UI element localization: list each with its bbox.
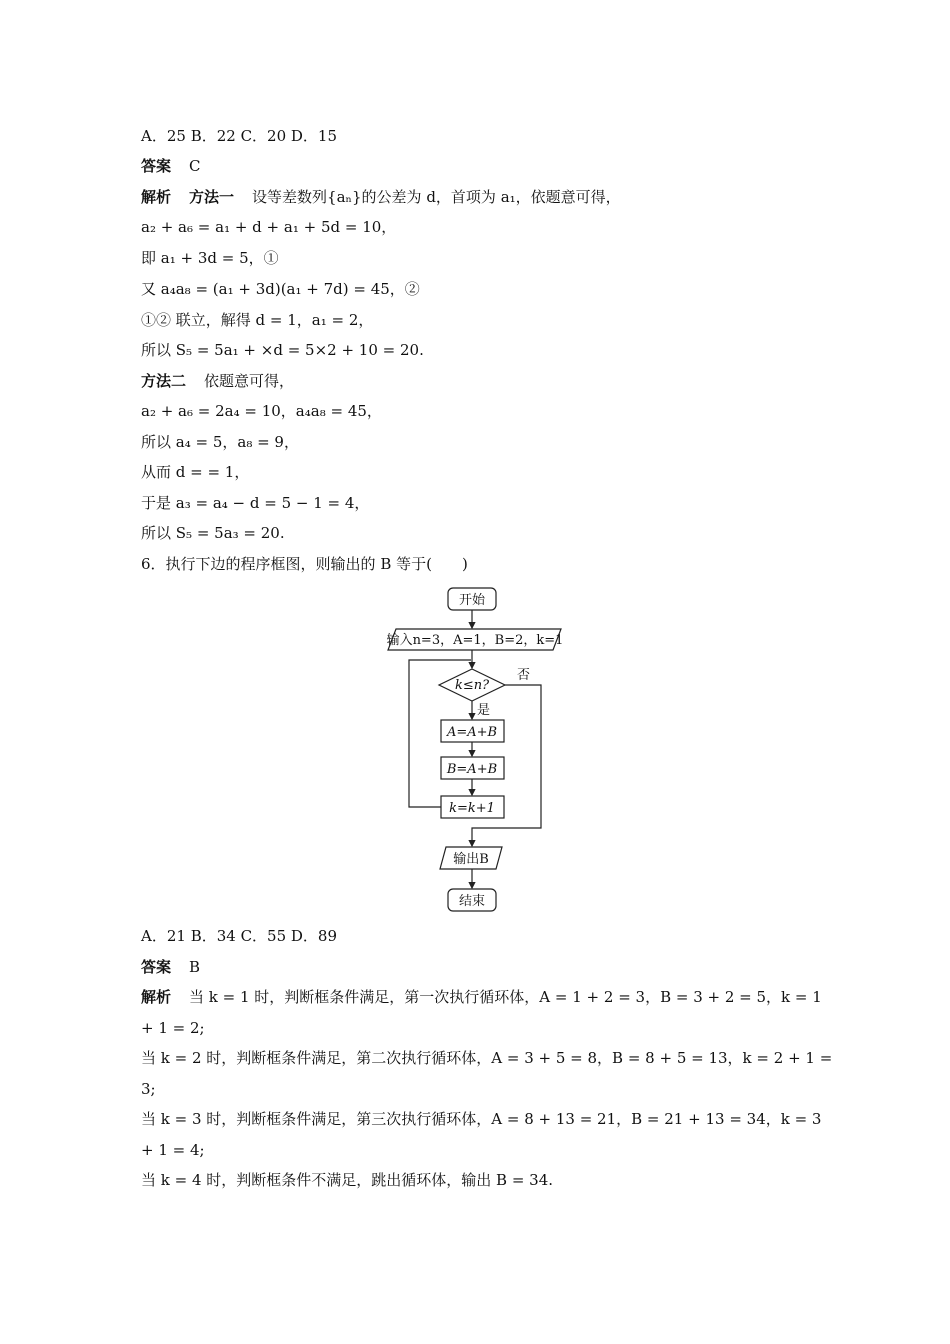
q6-question: 6．执行下边的程序框图，则输出的 B 等于( ) bbox=[141, 555, 468, 573]
q5-method1-line-0 bbox=[141, 187, 621, 207]
q6-analysis-line-0 bbox=[141, 987, 822, 1007]
q6-answer bbox=[141, 957, 200, 977]
q5-method2-line-4: 于是 a₃ = a₄ − d = 5 − 1 = 4， bbox=[141, 494, 370, 512]
flow-yes-label: 是 bbox=[477, 703, 491, 718]
flow-step3: k=k+1 bbox=[449, 801, 495, 816]
q6-analysis-line-2: 当 k = 2 时，判断框条件满足，第二次执行循环体，A = 3 + 5 = 8，B = 8 + 5 = 13，k = 2 + 1 = bbox=[141, 1049, 833, 1067]
analysis-label: 解析 bbox=[141, 188, 172, 206]
q5-method1-line-5: 所以 S₅ = 5a₁ + ×d = 5×2 + 10 = 20. bbox=[141, 341, 424, 359]
q5-method1-line-2: 即 a₁ + 3d = 5，① bbox=[141, 249, 279, 267]
flow-end: 结束 bbox=[458, 894, 486, 909]
method2-text: 依题意可得， bbox=[204, 372, 295, 390]
method2-label: 方法二 bbox=[141, 372, 187, 390]
q6-analysis-line-5: + 1 = 4; bbox=[141, 1141, 205, 1159]
flow-start: 开始 bbox=[458, 593, 486, 608]
flow-no-label: 否 bbox=[517, 668, 531, 683]
q5-answer bbox=[141, 156, 201, 176]
q5-options: A．25 B．22 C．20 D．15 bbox=[141, 127, 338, 145]
q6-analysis-line-4: 当 k = 3 时，判断框条件满足，第三次执行循环体，A = 8 + 13 = 21，B = 21 + 13 = 34，k = 3 bbox=[141, 1110, 822, 1128]
q5-method2-line-1: a₂ + a₆ = 2a₄ = 10，a₄a₈ = 45， bbox=[141, 402, 382, 420]
flow-step2: B=A+B bbox=[446, 762, 498, 777]
flow-output: 输出B bbox=[453, 852, 489, 867]
q6-analysis-line-6: 当 k = 4 时，判断框条件不满足，跳出循环体，输出 B = 34. bbox=[141, 1171, 554, 1189]
answer-value: C bbox=[189, 157, 201, 175]
method1-text: 设等差数列{aₙ}的公差为 d，首项为 a₁，依题意可得， bbox=[252, 188, 621, 206]
q5-method2-line-2: 所以 a₄ = 5，a₈ = 9， bbox=[141, 433, 299, 451]
q5-method2-line-5: 所以 S₅ = 5a₃ = 20. bbox=[141, 524, 285, 542]
flow-input: 输入n=3，A=1，B=2，k=1 bbox=[386, 633, 564, 648]
analysis-text: 当 k = 1 时，判断框条件满足，第一次执行循环体，A = 1 + 2 = 3，B = 3 + 2 = 5，k = 1 bbox=[189, 988, 822, 1006]
method1-label: 方法一 bbox=[189, 188, 235, 206]
answer-value: B bbox=[189, 958, 201, 976]
q5-method2-line-3: 从而 d = = 1， bbox=[141, 463, 250, 481]
answer-label: 答案 bbox=[141, 958, 172, 976]
flowchart bbox=[380, 585, 570, 915]
q5-method1-line-3: 又 a₄a₈ = (a₁ + 3d)(a₁ + 7d) = 45，② bbox=[141, 280, 420, 298]
q5-method2-line-0 bbox=[141, 371, 294, 391]
flow-step1: A=A+B bbox=[446, 725, 498, 740]
q5-method1-line-1: a₂ + a₆ = a₁ + d + a₁ + 5d = 10， bbox=[141, 218, 397, 236]
q6-options: A．21 B．34 C．55 D．89 bbox=[141, 927, 338, 945]
answer-label: 答案 bbox=[141, 157, 172, 175]
q5-method1-line-4: ①② 联立，解得 d = 1，a₁ = 2， bbox=[141, 311, 374, 329]
q6-analysis-line-1: + 1 = 2; bbox=[141, 1019, 205, 1037]
q6-analysis-line-3: 3; bbox=[141, 1080, 156, 1098]
flow-condition: k≤n? bbox=[454, 678, 490, 693]
analysis-label: 解析 bbox=[141, 988, 172, 1006]
